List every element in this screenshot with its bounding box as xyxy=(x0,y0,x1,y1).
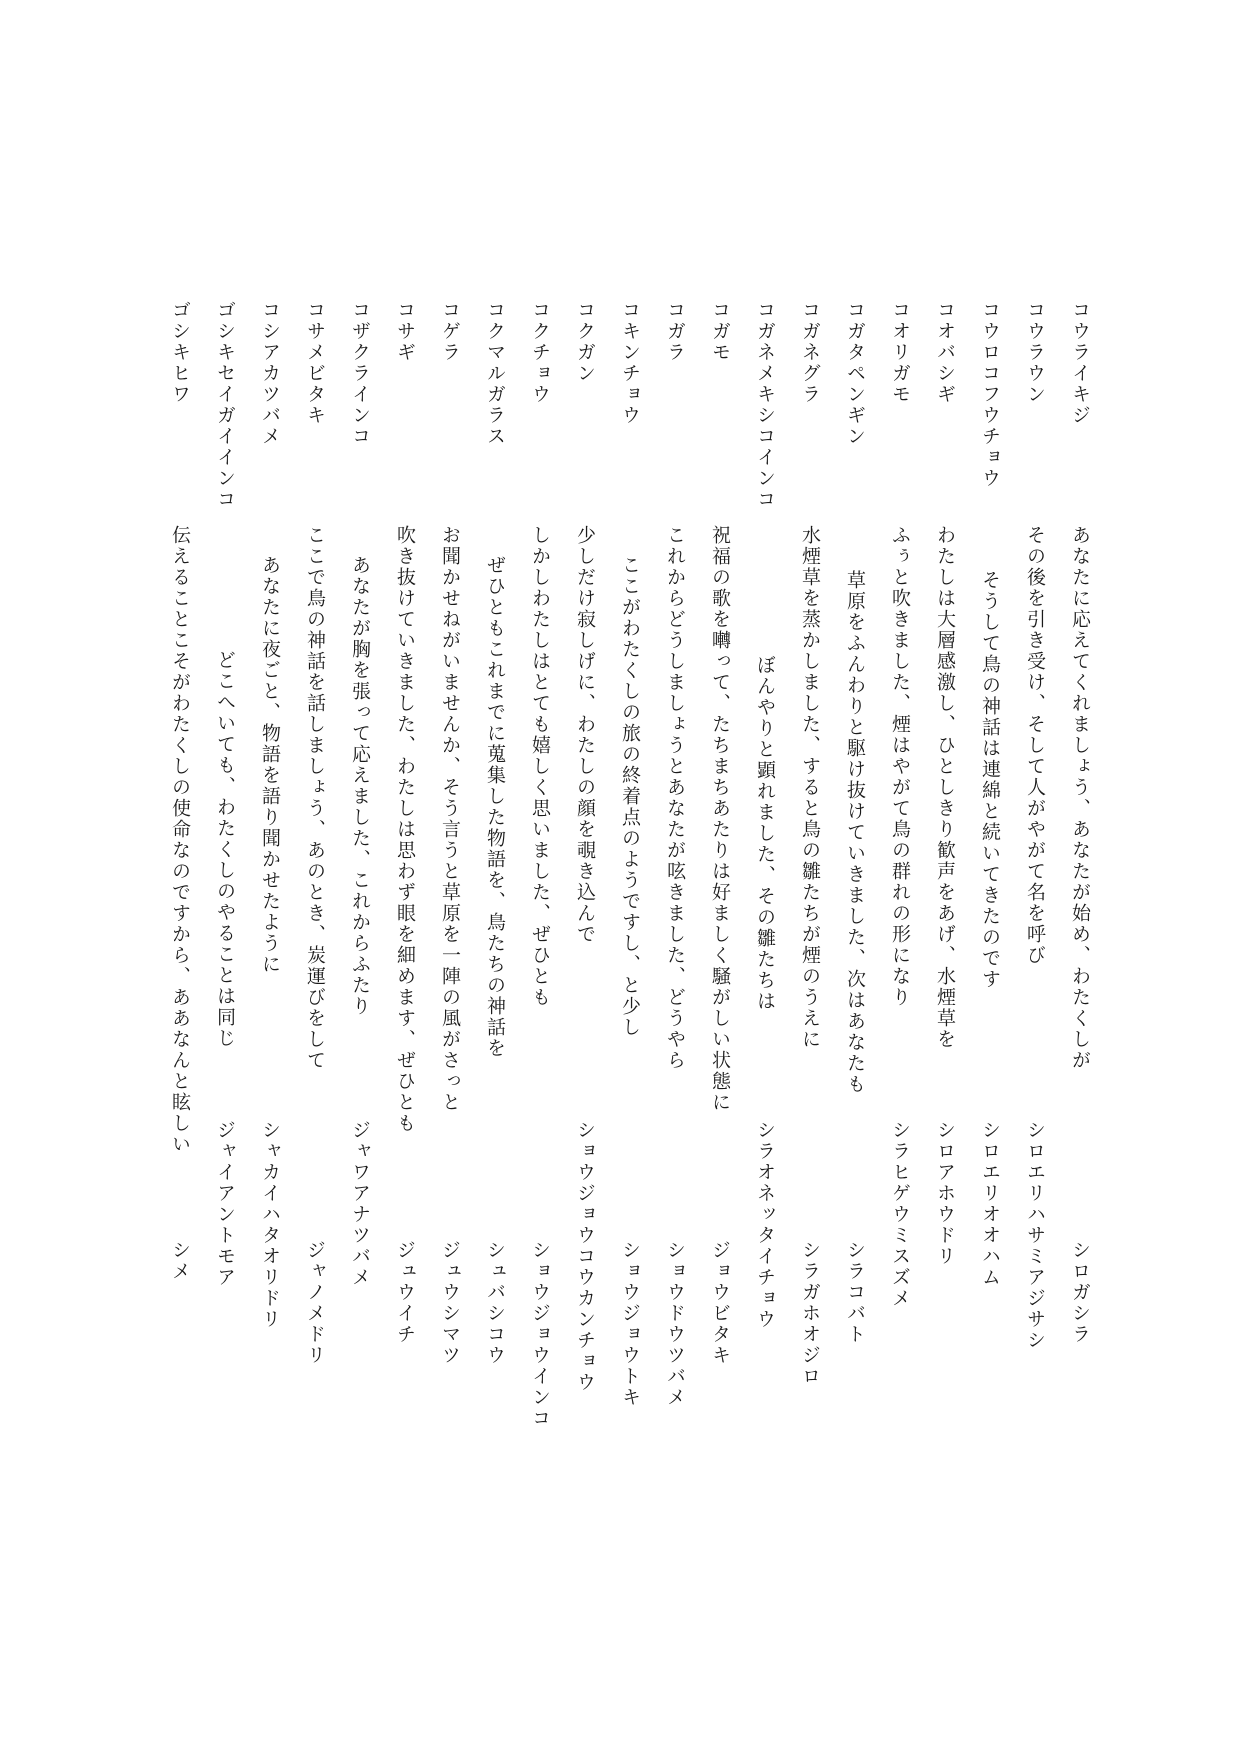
poem-column xyxy=(652,300,698,1500)
poem-column xyxy=(517,300,563,1500)
bird-name: コウラウン xyxy=(1024,300,1046,405)
verse-line: ここがわたくしの旅の終着点のようですし、と少し xyxy=(619,555,641,1038)
poem-column xyxy=(1057,300,1103,1500)
bird-name: コガラ xyxy=(664,300,686,363)
verse-line: ふぅと吹きました、煙はやがて鳥の群れの形になり xyxy=(889,525,911,1008)
verse-line: どこへいても、わたくしのやることは同じ xyxy=(214,650,236,1049)
bird-name-tail: シャカイハタオリドリ xyxy=(259,1120,281,1330)
verse-line: 吹き抜けていきました、わたしは思わず眼を細めます、ぜひとも xyxy=(394,525,416,1134)
poem-column xyxy=(382,300,428,1500)
bird-name-tail: シュバシコウ xyxy=(484,1240,506,1366)
verse-line: あなたに応えてくれましょう、あなたが始め、わたくしが xyxy=(1069,525,1091,1071)
bird-name: コザクラインコ xyxy=(349,300,371,447)
verse-line: 水煙草を蒸かしました、すると鳥の雛たちが煙のうえに xyxy=(799,525,821,1050)
verse-line: お聞かせねがいませんか、そう言うと草原を一陣の風がさっと xyxy=(439,525,461,1113)
poem-column xyxy=(787,300,833,1500)
bird-name-tail: ジュウシマツ xyxy=(439,1240,461,1366)
bird-name: コガモ xyxy=(709,300,731,363)
poem-column xyxy=(427,300,473,1500)
bird-name: コガタペンギン xyxy=(844,300,866,447)
poem-column xyxy=(157,300,203,1500)
verse-line: ぜひともこれまでに蒐集した物語を、鳥たちの神話を xyxy=(484,555,506,1059)
bird-name-tail: ショウジョウトキ xyxy=(619,1240,641,1408)
bird-name-tail: シラオネッタイチョウ xyxy=(754,1120,776,1330)
verse-line: あなたに夜ごと、物語を語り聞かせたように xyxy=(259,555,281,975)
verse-line: しかしわたしはとても嬉しく思いました、ぜひとも xyxy=(529,525,551,1008)
bird-name: コクマルガラス xyxy=(484,300,506,447)
verse-line: 伝えることこそがわたくしの使命なのですから、ああなんと眩しい xyxy=(169,525,191,1155)
poem-column xyxy=(832,300,878,1500)
bird-name: コサメビタキ xyxy=(304,300,326,426)
verse-line: 草原をふんわりと駆け抜けていきました、次はあなたも xyxy=(844,570,866,1095)
verse-line: あなたが胸を張って応えました、これからふたり xyxy=(349,555,371,1017)
bird-name: コオバシギ xyxy=(934,300,956,405)
bird-name-tail: ジョウビタキ xyxy=(709,1240,731,1366)
bird-name: コオリガモ xyxy=(889,300,911,405)
bird-name-tail: シロエリオオハム xyxy=(979,1120,1001,1288)
bird-name: コガネメキシコインコ xyxy=(754,300,776,510)
bird-name-tail: ジャワアナツバメ xyxy=(349,1120,371,1288)
bird-name: コキンチョウ xyxy=(619,300,641,426)
bird-name-tail: ジュウイチ xyxy=(394,1240,416,1345)
verse-line: ぼんやりと顕れました、その雛たちは xyxy=(754,655,776,1012)
poem-column xyxy=(337,300,383,1500)
bird-name-tail: ジャノメドリ xyxy=(304,1240,326,1366)
bird-name: コガネグラ xyxy=(799,300,821,405)
verse-line: これからどうしましょうとあなたが呟きました、どうやら xyxy=(664,525,686,1071)
verse-line: 少しだけ寂しげに、わたしの顔を覗き込んで xyxy=(574,525,596,945)
bird-name-tail: ジャイアントモア xyxy=(214,1120,236,1288)
bird-name: コウライキジ xyxy=(1069,300,1091,426)
verse-line: わたしは大層感激し、ひとしきり歓声をあげ、水煙草を xyxy=(934,525,956,1050)
poem-column xyxy=(472,300,518,1500)
poem-column xyxy=(562,300,608,1500)
poem-column xyxy=(877,300,923,1500)
bird-name-tail: ショウジョウインコ xyxy=(529,1240,551,1429)
poem-column xyxy=(247,300,293,1500)
verse-line: ここで鳥の神話を話しましょう、あのとき、炭運びをして xyxy=(304,525,326,1071)
bird-name: ゴシキヒワ xyxy=(169,300,191,405)
bird-name: ゴシキセイガイインコ xyxy=(214,300,236,510)
bird-name: コサギ xyxy=(394,300,416,363)
verse-line: そうして鳥の神話は連綿と続いてきたのです xyxy=(979,570,1001,990)
bird-name: コクガン xyxy=(574,300,596,384)
bird-name-tail: シメ xyxy=(169,1240,191,1282)
verse-line: その後を引き受け、そして人がやがて名を呼び xyxy=(1024,525,1046,966)
poem-column xyxy=(202,300,248,1500)
bird-name: コクチョウ xyxy=(529,300,551,405)
poem-column xyxy=(607,300,653,1500)
bird-name: コウロコフウチョウ xyxy=(979,300,1001,489)
bird-name: コゲラ xyxy=(439,300,461,363)
poem-column xyxy=(922,300,968,1500)
poem-column xyxy=(967,300,1013,1500)
bird-name-tail: シロガシラ xyxy=(1069,1240,1091,1345)
bird-name: コシアカツバメ xyxy=(259,300,281,447)
poem-column xyxy=(292,300,338,1500)
bird-name-tail: シロエリハサミアジサシ xyxy=(1024,1120,1046,1351)
bird-name-tail: ショウジョウコウカンチョウ xyxy=(574,1120,596,1393)
poem-column xyxy=(1012,300,1058,1500)
bird-name-tail: シラガホオジロ xyxy=(799,1240,821,1387)
bird-name-tail: シロアホウドリ xyxy=(934,1120,956,1267)
bird-name-tail: ショウドウツバメ xyxy=(664,1240,686,1408)
poem-column xyxy=(742,300,788,1500)
bird-name-tail: シラコバト xyxy=(844,1240,866,1345)
bird-name-tail: シラヒゲウミスズメ xyxy=(889,1120,911,1309)
verse-line: 祝福の歌を囀って、たちまちあたりは好ましく騒がしい状態に xyxy=(709,525,731,1113)
poem-column xyxy=(697,300,743,1500)
